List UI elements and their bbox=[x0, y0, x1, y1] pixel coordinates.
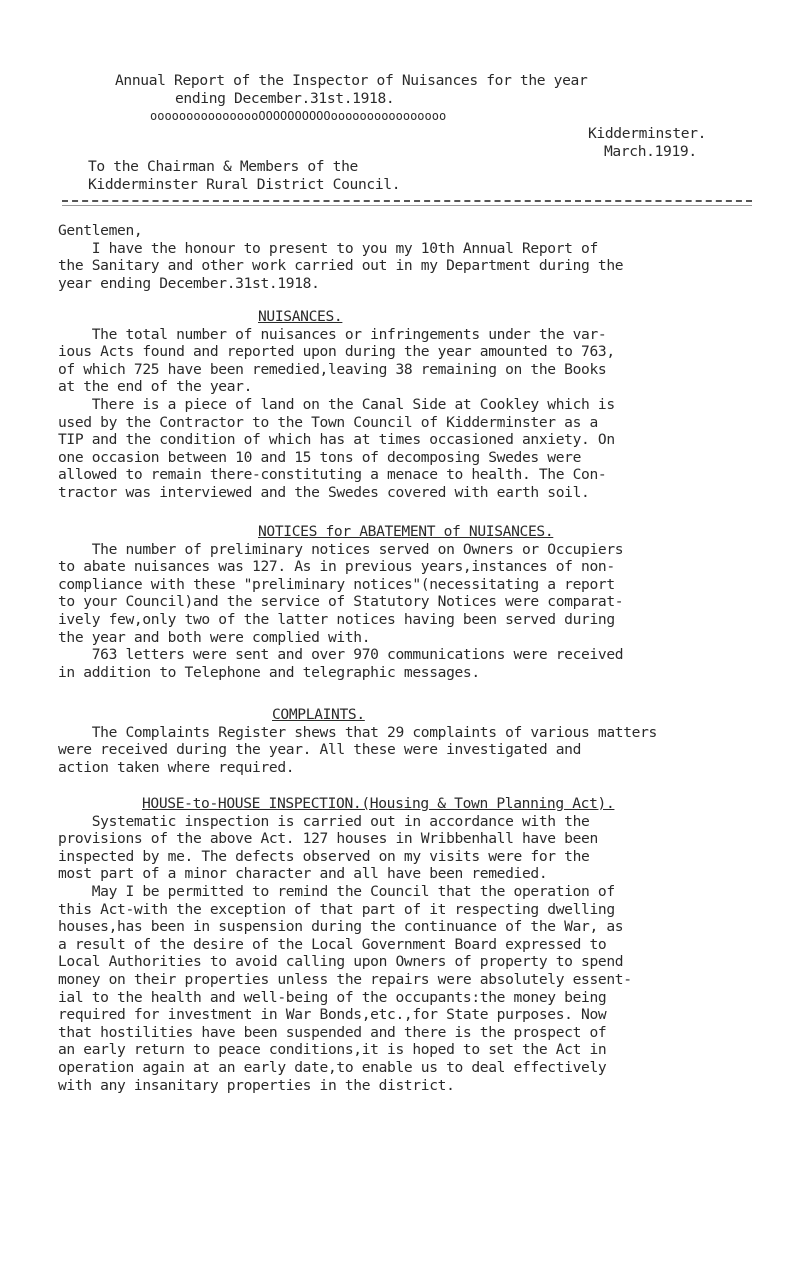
housing-line: May I be permitted to remind the Council that the operation of bbox=[58, 882, 615, 900]
nuisances-line: at the end of the year. bbox=[58, 378, 253, 396]
nuisances-line: of which 725 have been remedied,leaving 38 remaining on the Books bbox=[58, 360, 607, 378]
housing-line: this Act-with the exception of that part of it respecting dwelling bbox=[58, 900, 615, 918]
notices-line: to your Council)and the service of Statutory Notices were comparat- bbox=[58, 593, 624, 611]
header-divider-under bbox=[62, 205, 752, 206]
report-date: March.1919. bbox=[604, 143, 697, 160]
housing-line: with any insanitary properties in the district. bbox=[58, 1076, 455, 1094]
salutation-section bbox=[58, 222, 758, 292]
report-title-line-1: Annual Report of the Inspector of Nuisances for the year bbox=[115, 72, 588, 89]
housing-line: that hostilities have been suspended and there is the prospect of bbox=[58, 1023, 607, 1041]
nuisances-section bbox=[58, 308, 758, 502]
notices-line: the year and both were complied with. bbox=[58, 628, 371, 646]
notices-heading: NOTICES for ABATEMENT of NUISANCES. bbox=[258, 523, 554, 540]
report-title-line-2: ending December.31st.1918. bbox=[175, 90, 395, 107]
housing-section bbox=[58, 795, 758, 1094]
greeting: Gentlemen, bbox=[58, 222, 143, 239]
nuisances-line: allowed to remain there-constituting a menace to health. The Con- bbox=[58, 466, 607, 484]
housing-line: most part of a minor character and all have been remedied. bbox=[58, 865, 548, 883]
housing-line: money on their properties unless the repairs were absolutely essent- bbox=[58, 970, 632, 988]
salutation-line: the Sanitary and other work carried out in my Department during the bbox=[58, 257, 624, 275]
housing-line: required for investment in War Bonds,etc.,for State purposes. Now bbox=[58, 1006, 607, 1024]
salutation-line: year ending December.31st.1918. bbox=[58, 274, 320, 292]
housing-line: Local Authorities to avoid calling upon Owners of property to spend bbox=[58, 953, 624, 971]
nuisances-heading: NUISANCES. bbox=[258, 308, 343, 325]
header-divider bbox=[62, 200, 752, 202]
complaints-line: The Complaints Register shews that 29 complaints of various matters bbox=[58, 723, 657, 741]
notices-line: to abate nuisances was 127. As in previous years,instances of non- bbox=[58, 558, 615, 576]
notices-section bbox=[58, 523, 758, 681]
notices-line: in addition to Telephone and telegraphic messages. bbox=[58, 663, 480, 681]
complaints-line: action taken where required. bbox=[58, 758, 295, 776]
housing-line: inspected by me. The defects observed on my visits were for the bbox=[58, 847, 590, 865]
complaints-section bbox=[58, 706, 758, 776]
nuisances-line: used by the Contractor to the Town Council of Kidderminster as a bbox=[58, 413, 598, 431]
housing-line: provisions of the above Act. 127 houses in Wribbenhall have been bbox=[58, 830, 598, 848]
addressee-line-1: To the Chairman & Members of the bbox=[88, 158, 358, 175]
housing-line: Systematic inspection is carried out in accordance with the bbox=[58, 812, 590, 830]
housing-line: an early return to peace conditions,it is hoped to set the Act in bbox=[58, 1041, 607, 1059]
ornament-line: oooooooooooooooOOOOOOOOOOoooooooooooooooo bbox=[150, 109, 447, 123]
report-place: Kidderminster. bbox=[588, 125, 707, 142]
notices-line: 763 letters were sent and over 970 communications were received bbox=[58, 646, 624, 664]
salutation-line: I have the honour to present to you my 10th Annual Report of bbox=[58, 239, 598, 257]
addressee-line-2: Kidderminster Rural District Council. bbox=[88, 176, 401, 193]
notices-line: compliance with these "preliminary notices"(necessitating a report bbox=[58, 575, 615, 593]
nuisances-line: one occasion between 10 and 15 tons of decomposing Swedes were bbox=[58, 448, 582, 466]
nuisances-line: There is a piece of land on the Canal Side at Cookley which is bbox=[58, 395, 615, 413]
housing-line: ial to the health and well-being of the occupants:the money being bbox=[58, 988, 607, 1006]
notices-line: ively few,only two of the latter notices having been served during bbox=[58, 610, 615, 628]
notices-line: The number of preliminary notices served on Owners or Occupiers bbox=[58, 540, 624, 558]
nuisances-line: The total number of nuisances or infringements under the var- bbox=[58, 325, 607, 343]
complaints-heading: COMPLAINTS. bbox=[272, 706, 365, 723]
complaints-line: were received during the year. All these were investigated and bbox=[58, 741, 582, 759]
nuisances-line: ious Acts found and reported upon during the year amounted to 763, bbox=[58, 343, 615, 361]
housing-line: a result of the desire of the Local Government Board expressed to bbox=[58, 935, 607, 953]
nuisances-line: TIP and the condition of which has at times occasioned anxiety. On bbox=[58, 431, 615, 449]
housing-line: operation again at an early date,to enable us to deal effectively bbox=[58, 1058, 607, 1076]
housing-heading: HOUSE-to-HOUSE INSPECTION.(Housing & Town Planning Act). bbox=[142, 795, 615, 812]
nuisances-line: tractor was interviewed and the Swedes covered with earth soil. bbox=[58, 483, 590, 501]
housing-line: houses,has been in suspension during the continuance of the War, as bbox=[58, 918, 624, 936]
